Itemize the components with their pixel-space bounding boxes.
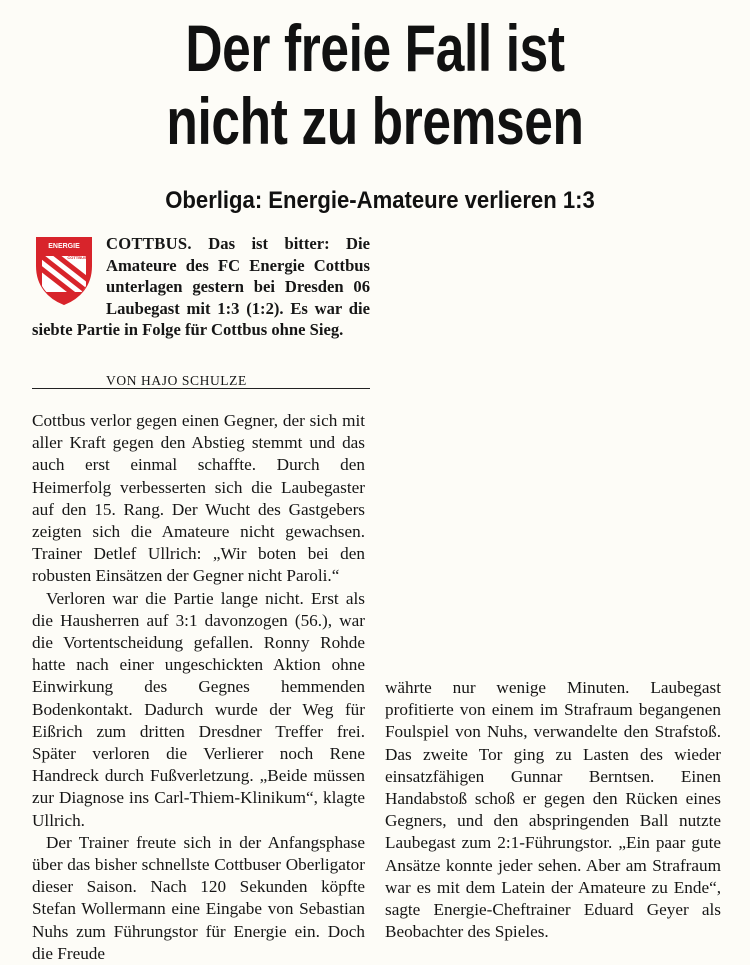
logo-bottom-text: COTTBUS xyxy=(67,255,87,260)
logo-spacer xyxy=(32,233,106,319)
headline-line-2: nicht zu bremsen xyxy=(166,84,584,158)
dateline: COTTBUS. xyxy=(106,234,192,253)
author-byline: VON HAJO SCHULZE xyxy=(106,373,247,388)
byline-rule xyxy=(32,388,370,389)
body-paragraph: währte nur wenige Minuten. Laubegast profitierte von einem im Strafraum begangenen Foulspiel von Nuhs, verwandelte den Strafstoß. Das zweite Tor ging zu Lasten des wieder einsatzfähigen Gunnar Berntsen. Einen Handabstoß schoß er gegen den Rücken eines Gegners, und den abspringenden Ball nutzte Laubegast zum 2:1-Führungstor. „Ein paar gute Ansätze konnte jeder sehen. Aber am Strafraum war es mit dem Latein der Amateure zu Ende“, sagte Energie-Cheftrainer Eduard Geyer als Beobachter des Spieles. xyxy=(385,678,721,942)
headline xyxy=(83,12,668,158)
body-paragraph: Cottbus verlor gegen einen Gegner, der sich mit aller Kraft gegen den Abstieg stemmt und das auch erst einmal schaffte. Durch den Heimerfolg verbesserten sich die Laubegaster auf den 15. Rang. Der Wucht des Gastgebers zeigten sich die Amateure nicht gewachsen. Trainer Detlef Ullrich: „Wir boten bei den robusten Einsätzen der Gegner nicht Paroli.“ xyxy=(32,411,365,586)
body-paragraph: Der Trainer freute sich in der Anfangsphase über das bisher schnellste Cottbuser Oberligator dieser Saison. Nach 120 Sekunden köpfte Stefan Wollermann eine Eingabe von Sebastian Nuhs zum Führungstor für Energie ein. Doch die Freude xyxy=(32,832,365,963)
subheadline: Oberliga: Energie-Amateure verlieren 1:3 xyxy=(165,187,595,214)
article-column-2 xyxy=(385,677,721,943)
article-column-1 xyxy=(32,410,365,965)
body-paragraph: Verloren war die Partie lange nicht. Erst als die Hausherren auf 3:1 davonzogen (56.), war die Vortentscheidung gefallen. Ronny Rohde hatte nach einer ungeschickten Aktion ohne Einwirkung des Gegnes hemmenden Bodenkontakt. Dadurch wurde der Weg für Eißrich zum dritten Dresdner Treffer frei. Später verloren die Verlierer noch Rene Handreck durch Fußverletzung. „Beide müssen zur Diagnose ins Carl-Thiem-Klinikum“, klagte Ullrich. xyxy=(32,588,365,830)
headline-line-1: Der freie Fall ist xyxy=(185,11,565,85)
lead-paragraph xyxy=(32,233,370,341)
lead-text: Das ist bitter: Die Amateure des FC Energie Cottbus unterlagen gestern bei Dresden 06 Laubegast mit 1:3 (1:2). Es war die siebte Partie in Folge für Cottbus ohne Sieg. xyxy=(32,234,370,339)
logo-top-text: ENERGIE xyxy=(48,243,80,250)
